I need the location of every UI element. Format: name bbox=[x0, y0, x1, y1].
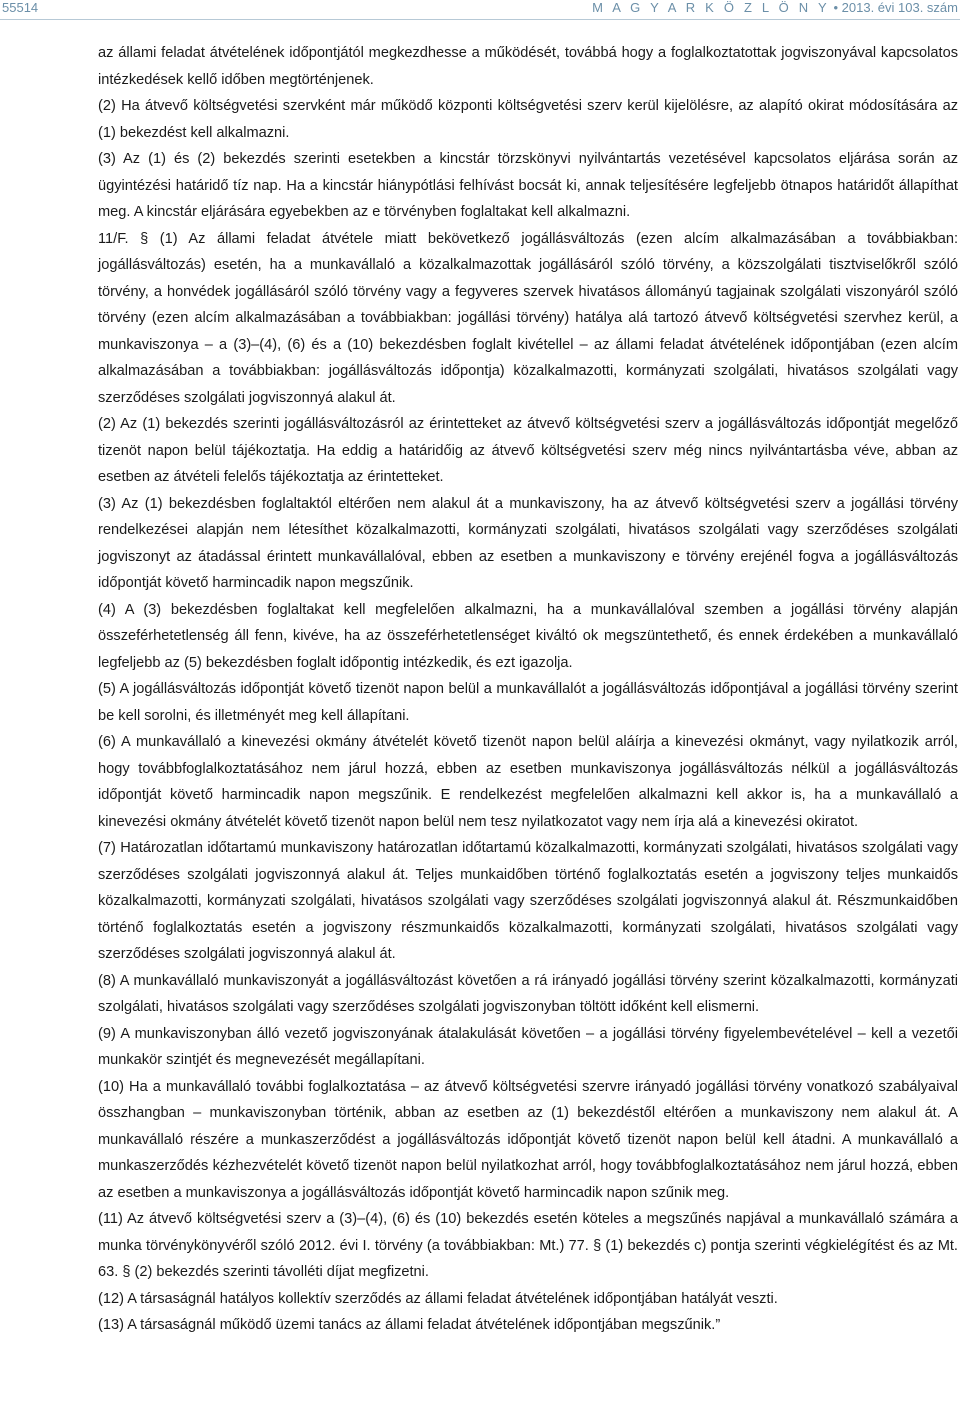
paragraph-3: (3) Az (1) és (2) bekezdés szerinti esetekben a kincstár törzskönyvi nyilvántartás vezetésével kapcsolatos eljárása során az ügyintézési határidő tíz nap. Ha a kincstár hiánypótlási felhívást bocsát ki, annak teljesítésére legfeljebb ötnapos határidőt állapíthat meg. A kincstár eljárására egyebekben az e törvényben foglaltakat kell alkalmazni. bbox=[98, 151, 958, 220]
section-11f-paragraph-11: (11) Az átvevő költségvetési szerv a (3)–(4), (6) és (10) bekezdés esetén köteles a megszűnés napjával a munkavállaló számára a munka törvénykönyvéről szóló 2012. évi I. törvény (a továbbiakban: Mt.) 77. § (1) bekezdés c) pontja szerinti végkielégítést és az Mt. 63. § (2) bekezdés szerinti távolléti díjat megfizetni. bbox=[98, 1211, 958, 1280]
section-11f-paragraph-1: 11/F. § (1) Az állami feladat átvétele miatt bekövetkező jogállásváltozás (ezen alcím alkalmazásában a továbbiakban: jogállásváltozás) esetén, ha a munkavállaló a közalkalmazottak jogállásáról szóló törvény, a közszolgálati tisztviselőkről szóló törvény, a honvédek jogállásáról szóló törvény vagy a fegyveres szervek hivatásos állományú tagjainak szolgálati viszonyáról szóló törvény (ezen alcím alkalmazásában a továbbiakban: jogállási törvény) hatálya alá tartozó átvevő költségvetési szervhez kerül, a munkaviszonya – a (3)–(4), (6) és a (10) bekezdésben foglalt kivétellel – az állami feladat átvételének időpontjában (ezen alcím alkalmazásában a továbbiakban: jogállásváltozás időpontja) közalkalmazotti, kormányzati szolgálati, hivatásos szolgálati vagy szerződéses szolgálati jogviszonnyá alakul át. bbox=[98, 230, 958, 406]
paragraph-continuation: az állami feladat átvételének időpontjától megkezdhesse a működését, továbbá hogy a foglalkoztatottak jogviszonyával kapcsolatos intézkedések kellő időben megtörténjenek. bbox=[98, 45, 958, 88]
gazette-issue: • 2013. évi 103. szám bbox=[833, 0, 958, 15]
section-11f-paragraph-9: (9) A munkaviszonyban álló vezető jogviszonyának átalakulását követően – a jogállási törvény figyelembevételével – kell a vezetői munkakör szintjét és megnevezését megállapítani. bbox=[98, 1025, 958, 1068]
gazette-title: M A G Y A R K Ö Z L Ö N Y bbox=[592, 0, 830, 15]
section-11f-paragraph-13: (13) A társaságnál működő üzemi tanács az állami feladat átvételének időpontjában megszűnik.” bbox=[98, 1317, 721, 1333]
section-11f-paragraph-5: (5) A jogállásváltozás időpontját követő tizenöt napon belül a munkavállalót a jogállásváltozás időpontjával a jogállási törvény szerint be kell sorolni, és illetményét meg kell állapítani. bbox=[98, 681, 958, 724]
section-11f-paragraph-10: (10) Ha a munkavállaló további foglalkoztatása – az átvevő költségvetési szervre irányadó jogállási törvény vonatkozó szabályaival összhangban – munkaviszonyban történik, abban az esetben az (1) bekezdéstől eltérően a munkaviszony nem alakul át. A munkavállaló részére a munkaszerződést a jogállásváltozás időpontját követő tizenöt napon belül kell átadni. A munkavállaló a munkaszerződés kézhezvételét követő tizenöt napon belül nyilatkozhat arról, hogy továbbfoglalkoztatásához nem járul hozzá, ebben az esetben a munkaviszonya a jogállásváltozás időpontját követő harmincadik napon szűnik meg. bbox=[98, 1078, 958, 1201]
section-11f-paragraph-4: (4) A (3) bekezdésben foglaltakat kell megfelelően alkalmazni, ha a munkavállalóval szemben a jogállási törvény alapján összeférhetetlenség áll fenn, kivéve, ha az összeférhetetlenséget kiváltó ok megszüntethető, és ennek érdekében a munkavállaló legfeljebb az (5) bekezdésben foglalt időpontig intézkedik, és ezt igazolja. bbox=[98, 601, 958, 671]
gazette-header bbox=[592, 0, 958, 15]
section-11f-paragraph-3: (3) Az (1) bekezdésben foglaltaktól eltérően nem alakul át a munkaviszony, ha az átvevő költségvetési szerv a jogállási törvény rendelkezései alapján nem létesíthet közalkalmazotti, kormányzati szolgálati, hivatásos szolgálati vagy szerződéses szolgálati jogviszonyt az átadással érintett munkavállalóval, ebben az esetben a munkaviszony e törvény erejénél fogva a jogállásváltozás időpontját követő harmincadik napon megszűnik. bbox=[98, 495, 958, 591]
section-11f-paragraph-8: (8) A munkavállaló munkaviszonyát a jogállásváltozást követően a rá irányadó jogállási törvény szerint közalkalmazotti, kormányzati szolgálati, hivatásos szolgálati vagy szerződéses szolgálati jogviszonyban töltött időként kell elismerni. bbox=[98, 972, 958, 1015]
section-11f-paragraph-6: (6) A munkavállaló a kinevezési okmány átvételét követő tizenöt napon belül aláírja a kinevezési okmányt, vagy nyilatkozik arról, hogy továbbfoglalkoztatásához nem járul hozzá, ebben az esetben munkaviszonya jogállásváltozás nélkül a jogállásváltozás időpontját követő harmincadik napon megszűnik. E rendelkezést megfelelően alkalmazni kell akkor is, ha a munkavállaló a kinevezési okmány átvételét követő tizenöt napon belül nem tesz nyilatkozatot vagy nem írja alá a kinevezési okiratot. bbox=[98, 734, 958, 830]
header-divider bbox=[0, 19, 960, 20]
page-number: 55514 bbox=[2, 0, 39, 15]
section-11f-paragraph-12: (12) A társaságnál hatályos kollektív szerződés az állami feladat átvételének időpontjában hatályát veszti. bbox=[98, 1290, 778, 1307]
page-header bbox=[0, 0, 960, 18]
section-11f-paragraph-2: (2) Az (1) bekezdés szerinti jogállásváltozásról az érintetteket az átvevő költségvetési szerv a jogállásváltozás időpontját megelőző tizenöt napon belül tájékoztatja. Ha eddig a határidőig az átvevő költségvetési szerv még nincs nyilvántartásba véve, abban az esetben az átvételi felelős tájékoztatja az érintetteket. bbox=[98, 416, 958, 485]
paragraph-2: (2) Ha átvevő költségvetési szervként már működő központi költségvetési szerv kerül kijelölésre, az alapító okirat módosítására az (1) bekezdést kell alkalmazni. bbox=[98, 98, 958, 141]
section-11f-paragraph-7: (7) Határozatlan időtartamú munkaviszony határozatlan időtartamú közalkalmazotti, kormányzati szolgálati, hivatásos szolgálati vagy szerződéses szolgálati jogviszonnyá alakul át. Teljes munkaidőben történő foglalkoztatás esetén a jogviszony teljes munkaidős közalkalmazotti, kormányzati szolgálati, hivatásos szolgálati vagy szerződéses szolgálati jogviszonnyá alakul át. Részmunkaidőben történő foglalkoztatás esetén a jogviszony részmunkaidős közalkalmazotti, kormányzati szolgálati, hivatásos szolgálati vagy szerződéses szolgálati jogviszonnyá alakul át. bbox=[98, 840, 958, 962]
document-body bbox=[98, 40, 958, 1339]
